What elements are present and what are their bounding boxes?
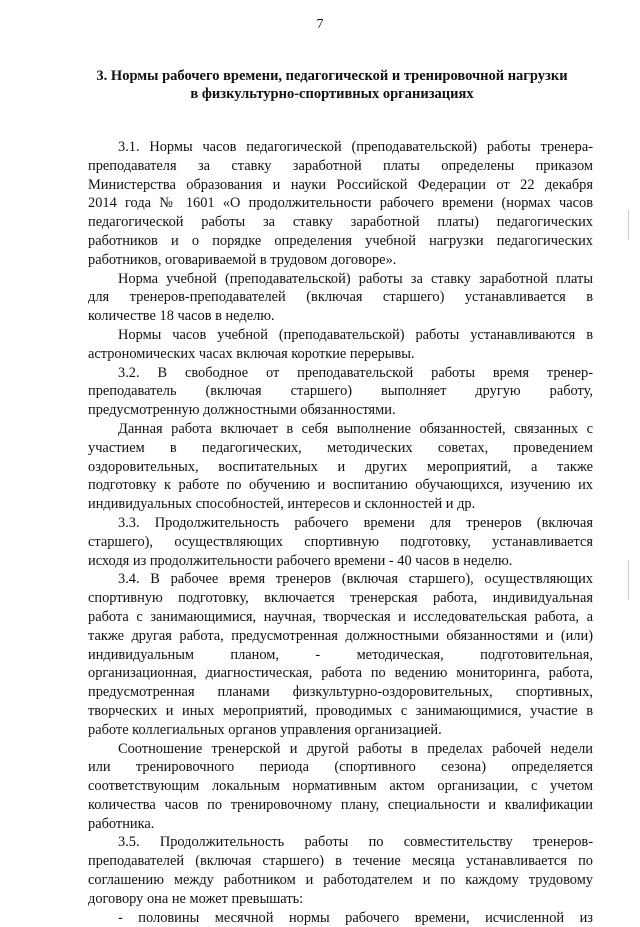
text-line: количества часов по тренировочному плану, специальности и квалификации — [88, 796, 593, 813]
text-line: - половины месячной нормы рабочего времени, исчисленной из — [118, 909, 593, 926]
text-line: для тренеров-преподавателей (включая старшего) устанавливается в — [88, 289, 593, 306]
text-line: Данная работа включает в себя выполнение обязанностей, связанных с — [118, 420, 593, 437]
text-line: 2014 года № 1601 «О продолжительности рабочего времени (нормах часов — [88, 195, 593, 212]
section-heading-line-1: 3. Нормы рабочего времени, педагогической и тренировочной нагрузки — [96, 68, 568, 84]
text-line: 3.5. Продолжительность работы по совместительству тренеров- — [118, 834, 593, 851]
text-line: преподаватель (включая старшего) выполняет другую работу, — [88, 383, 593, 400]
text-line: 3.2. В свободное от преподавательской работы время тренер- — [118, 364, 593, 381]
text-line: или тренировочного периода (спортивного сезона) определяется — [88, 759, 593, 776]
text-line: 3.4. В рабочее время тренеров (включая старшего), осуществляющих — [118, 571, 593, 588]
text-line: работника. — [88, 815, 155, 832]
text-line: работа с занимающимися, научная, творческая и исследовательская работа, а — [88, 608, 593, 625]
text-line: творческих и иных мероприятий, проводимых с занимающимися, участие в — [88, 702, 593, 719]
text-line: астрономических часах включая короткие перерывы. — [88, 345, 415, 362]
text-line: работе коллегиальных органов управления организацией. — [88, 721, 442, 738]
text-line: соответствующим локальным нормативным актом организации, с учетом — [88, 778, 593, 795]
text-line: подготовку к работе по обучению и воспитанию обучающихся, изучению их — [88, 477, 593, 494]
text-line: индивидуальных способностей, интересов и склонностей и др. — [88, 496, 476, 513]
section-heading — [82, 67, 582, 103]
section-heading-line-2: в физкультурно-спортивных организациях — [190, 86, 474, 102]
text-line: спортивную подготовку, включается тренерская работа, индивидуальная — [88, 590, 593, 607]
text-line: предусмотренная планами физкультурно-оздоровительных, спортивных, — [88, 684, 593, 701]
text-line: Нормы часов учебной (преподавательской) работы устанавливаются в — [118, 326, 593, 343]
text-line: организационная, диагностическая, работа по ведению мониторинга, работа, — [88, 665, 593, 682]
text-line: преподавателей (включая старшего) в течение месяца устанавливается по — [88, 853, 593, 870]
text-line: Соотношение тренерской и другой работы в пределах рабочей недели — [118, 740, 593, 757]
scan-margin-mark — [628, 560, 629, 600]
text-line: 3.1. Нормы часов педагогической (преподавательской) работы тренера- — [118, 139, 593, 155]
text-line: педагогической работы за ставку заработной платы) педагогических — [88, 214, 593, 231]
text-line: договору она не может превышать: — [88, 890, 304, 907]
text-line: оздоровительных, воспитательных и других мероприятий, а также — [88, 458, 593, 475]
page-number: 7 — [316, 17, 324, 32]
text-line: также другая работа, предусмотренная должностными обязанностями и (или) — [88, 627, 593, 644]
text-line: участием в педагогических, методических советах, проведением — [88, 439, 593, 456]
body-text — [88, 138, 593, 927]
text-line: преподавателя за ставку заработной платы определены приказом — [88, 157, 593, 174]
text-line: предусмотренную должностными обязанностями. — [88, 402, 396, 419]
text-line: количестве 18 часов в неделю. — [88, 308, 275, 325]
text-line: исходя из продолжительности рабочего времени - 40 часов в неделю. — [88, 552, 513, 569]
scan-margin-mark — [628, 210, 629, 240]
text-line: старшего), осуществляющих спортивную подготовку, устанавливается — [88, 533, 593, 550]
text-line: Министерства образования и науки Российской Федерации от 22 декабря — [88, 176, 593, 193]
text-line: 3.3. Продолжительность рабочего времени для тренеров (включая — [118, 514, 593, 531]
text-line: работников, оговариваемой в трудовом договоре». — [88, 251, 397, 268]
text-line: работников и о порядке определения учебной нагрузки педагогических — [88, 232, 593, 249]
text-line: Норма учебной (преподавательской) работы за ставку заработной платы — [118, 270, 593, 287]
text-line: индивидуальным планом, - методическая, подготовительная, — [88, 646, 593, 663]
text-line: соглашению между работником и работодателем и по каждому трудовому — [88, 872, 593, 889]
